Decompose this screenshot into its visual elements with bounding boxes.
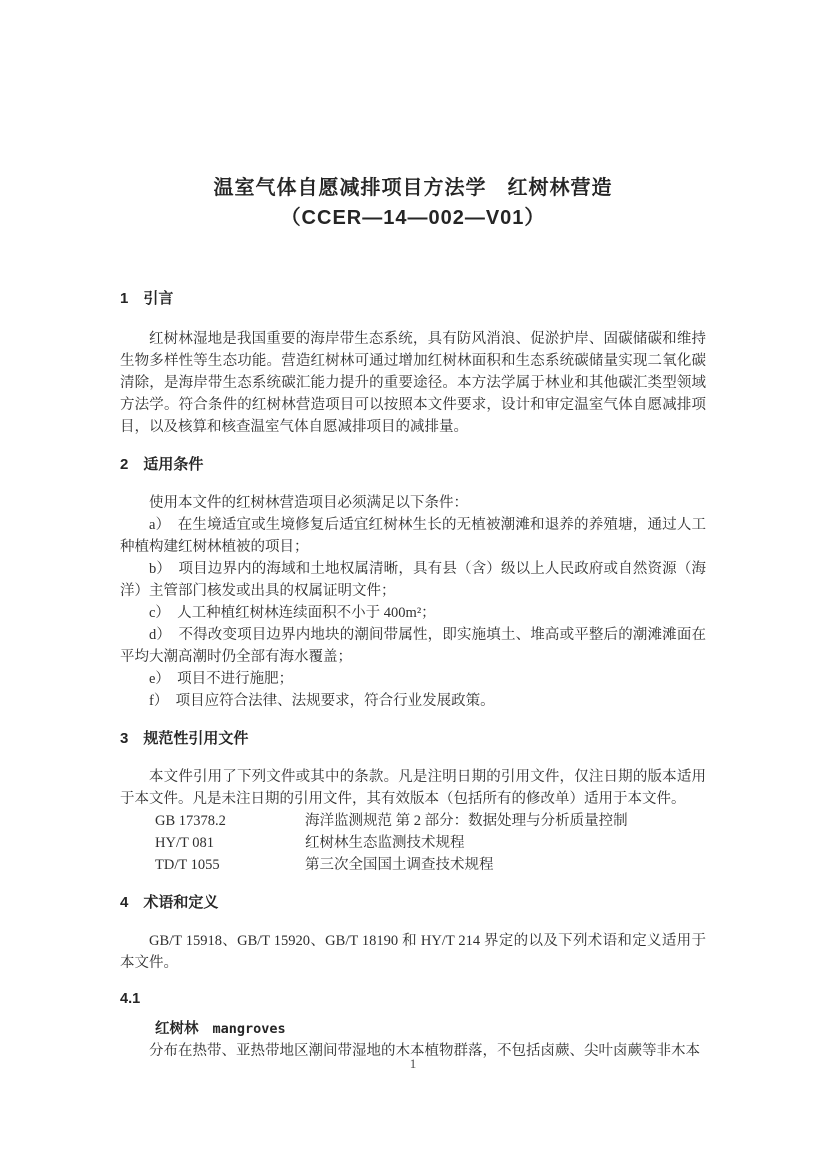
title-line-1: 温室气体自愿减排项目方法学 红树林营造 — [213, 177, 613, 199]
reference-row — [120, 854, 706, 876]
section-2-number: 2 — [120, 456, 129, 473]
term-name-chinese: 红树林 — [155, 1021, 199, 1037]
reference-row — [120, 810, 706, 832]
term-4-1-number: 4.1 — [120, 991, 141, 1007]
reference-code: HY/T 081 — [155, 835, 214, 851]
reference-title: 红树林生态监测技术规程 — [305, 835, 465, 851]
document-title — [120, 0, 706, 233]
section-4-number: 4 — [120, 894, 129, 911]
condition-item-c: c） 人工种植红树林连续面积不小于 400m²； — [149, 605, 436, 621]
section-1-paragraph: 红树林湿地是我国重要的海岸带生态系统，具有防风消浪、促淤护岸、固碳储碳和维持生物多样性等生态功能。营造红树林可通过增加红树林面积和生态系统碳储量实现二氧化碳清除，是海岸带生态系统碳汇能力提升的重要途径。本方法学属于林业和其他碳汇类型领域方法学。符合条件的红树林营造项目可以按照本文件要求，设计和审定温室气体自愿减排项目，以及核算和核查温室气体自愿减排项目的减排量。 — [120, 331, 706, 435]
section-1-heading — [120, 288, 706, 310]
section-3-number: 3 — [120, 730, 129, 747]
section-1-number: 1 — [120, 290, 129, 307]
section-2-heading — [120, 454, 706, 476]
condition-item-f: f） 项目应符合法律、法规要求，符合行业发展政策。 — [149, 693, 495, 709]
condition-item-b: b） 项目边界内的海域和土地权属清晰，具有县（含）级以上人民政府或自然资源（海洋）主管部门核发或出具的权属证明文件； — [120, 561, 706, 599]
section-4-paragraph: GB/T 15918、GB/T 15920、GB/T 18190 和 HY/T 214 界定的以及下列术语和定义适用于本文件。 — [120, 933, 706, 971]
term-name-english: mangroves — [212, 1021, 286, 1037]
page-number: 1 — [409, 1056, 417, 1071]
reference-title: 海洋监测规范 第 2 部分：数据处理与分析质量控制 — [305, 813, 628, 829]
reference-code: TD/T 1055 — [155, 857, 220, 873]
section-2-intro: 使用本文件的红树林营造项目必须满足以下条件： — [149, 495, 468, 511]
reference-code: GB 17378.2 — [155, 813, 226, 829]
condition-item-a: a） 在生境适宜或生境修复后适宜红树林生长的无植被潮滩和退养的养殖塘，通过人工种植构建红树林植被的项目； — [120, 517, 706, 555]
section-1-title: 引言 — [143, 290, 174, 307]
reference-row — [120, 832, 706, 854]
section-3-heading — [120, 728, 706, 750]
title-line-2: （CCER—14—002—V01） — [280, 207, 546, 229]
condition-item-d: d） 不得改变项目边界内地块的潮间带属性，即实施填土、堆高或平整后的潮滩滩面在平均大潮高潮时仍全部有海水覆盖； — [120, 627, 706, 665]
section-4-title: 术语和定义 — [143, 894, 219, 911]
section-3-title: 规范性引用文件 — [143, 730, 249, 747]
section-2-title: 适用条件 — [143, 456, 204, 473]
section-3-paragraph: 本文件引用了下列文件或其中的条款。凡是注明日期的引用文件，仅注日期的版本适用于本文件。凡是未注日期的引用文件，其有效版本（包括所有的修改单）适用于本文件。 — [120, 769, 706, 807]
condition-item-e: e） 项目不进行施肥； — [149, 671, 294, 687]
reference-title: 第三次全国国土调查技术规程 — [305, 857, 494, 873]
term-4-1-definition: 分布在热带、亚热带地区潮间带湿地的木本植物群落，不包括卤蕨、尖叶卤蕨等非木本 — [149, 1043, 700, 1059]
normative-references-list — [120, 810, 706, 876]
term-4-1-name — [120, 1018, 706, 1040]
section-4-heading — [120, 892, 706, 914]
document-content — [120, 0, 706, 1062]
